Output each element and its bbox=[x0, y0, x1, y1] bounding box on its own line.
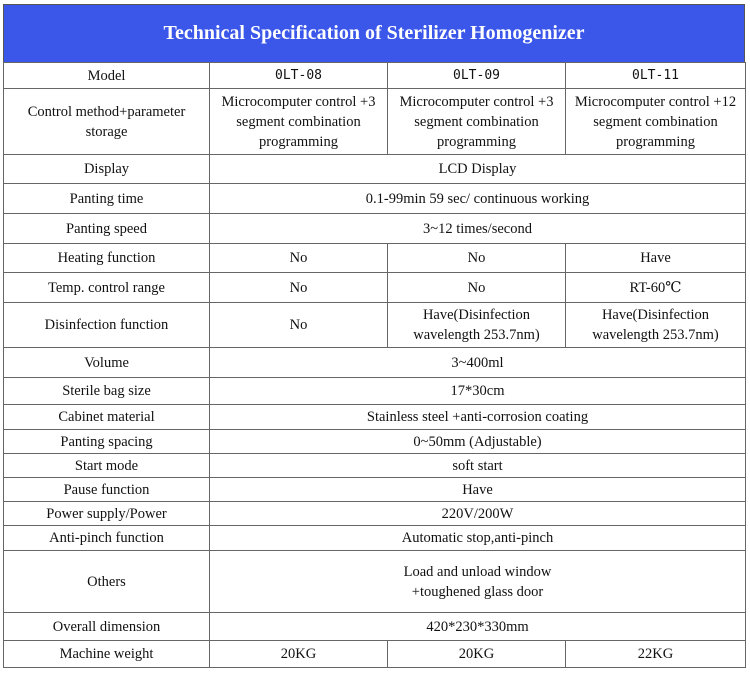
table-row bbox=[4, 155, 746, 184]
cell-value: Microcomputer control +3 segment combination programming bbox=[388, 89, 566, 155]
cell-value: soft start bbox=[210, 454, 746, 478]
cell-value: 17*30cm bbox=[210, 378, 746, 405]
table-row bbox=[4, 378, 746, 405]
param-label: Panting spacing bbox=[4, 430, 210, 454]
table-row bbox=[4, 89, 746, 155]
cell-value: No bbox=[210, 273, 388, 303]
param-label: Model bbox=[4, 63, 210, 89]
table-row bbox=[4, 214, 746, 244]
cell-value: No bbox=[388, 273, 566, 303]
param-label: Cabinet material bbox=[4, 405, 210, 430]
table-row bbox=[4, 526, 746, 551]
param-label: Start mode bbox=[4, 454, 210, 478]
cell-value: 0.1-99min 59 sec/ continuous working bbox=[210, 184, 746, 214]
param-label: Overall dimension bbox=[4, 613, 210, 641]
cell-value: Have bbox=[566, 244, 746, 273]
spec-sheet bbox=[3, 4, 745, 668]
param-label: Machine weight bbox=[4, 641, 210, 668]
param-label: Pause function bbox=[4, 478, 210, 502]
table-row bbox=[4, 613, 746, 641]
param-label: Panting time bbox=[4, 184, 210, 214]
cell-value: Automatic stop,anti-pinch bbox=[210, 526, 746, 551]
table-row bbox=[4, 641, 746, 668]
param-label: Temp. control range bbox=[4, 273, 210, 303]
table-row bbox=[4, 273, 746, 303]
table-row bbox=[4, 454, 746, 478]
table-row bbox=[4, 502, 746, 526]
cell-value: 220V/200W bbox=[210, 502, 746, 526]
cell-value: 20KG bbox=[388, 641, 566, 668]
table-row bbox=[4, 348, 746, 378]
cell-value: Have bbox=[210, 478, 746, 502]
model-header: 0LT-08 bbox=[210, 63, 388, 89]
table-row bbox=[4, 478, 746, 502]
cell-value: Have(Disinfection wavelength 253.7nm) bbox=[388, 303, 566, 348]
table-row bbox=[4, 430, 746, 454]
param-label: Disinfection function bbox=[4, 303, 210, 348]
table-row bbox=[4, 244, 746, 273]
cell-value: 420*230*330mm bbox=[210, 613, 746, 641]
page-title: Technical Specification of Sterilizer Homogenizer bbox=[3, 4, 745, 62]
table-row bbox=[4, 405, 746, 430]
cell-value: Stainless steel +anti-corrosion coating bbox=[210, 405, 746, 430]
param-label: Power supply/Power bbox=[4, 502, 210, 526]
cell-value: 3~12 times/second bbox=[210, 214, 746, 244]
cell-line: +toughened glass door bbox=[411, 583, 544, 600]
cell-value: No bbox=[210, 244, 388, 273]
cell-value: Microcomputer control +3 segment combination programming bbox=[210, 89, 388, 155]
cell-value: RT-60℃ bbox=[566, 273, 746, 303]
param-label: Control method+parameter storage bbox=[4, 89, 210, 155]
param-label: Heating function bbox=[4, 244, 210, 273]
table-row bbox=[4, 63, 746, 89]
cell-value: 3~400ml bbox=[210, 348, 746, 378]
model-header: 0LT-09 bbox=[388, 63, 566, 89]
param-label: Panting speed bbox=[4, 214, 210, 244]
param-label: Others bbox=[4, 551, 210, 613]
table-row bbox=[4, 184, 746, 214]
param-label: Volume bbox=[4, 348, 210, 378]
cell-value: No bbox=[388, 244, 566, 273]
table-row bbox=[4, 303, 746, 348]
param-label: Anti-pinch function bbox=[4, 526, 210, 551]
table-row bbox=[4, 551, 746, 613]
model-header: 0LT-11 bbox=[566, 63, 746, 89]
cell-value: No bbox=[210, 303, 388, 348]
spec-table bbox=[3, 62, 746, 668]
cell-value: 0~50mm (Adjustable) bbox=[210, 430, 746, 454]
param-label: Display bbox=[4, 155, 210, 184]
cell-value: LCD Display bbox=[210, 155, 746, 184]
cell-value bbox=[210, 551, 746, 613]
param-label: Sterile bag size bbox=[4, 378, 210, 405]
cell-value: Have(Disinfection wavelength 253.7nm) bbox=[566, 303, 746, 348]
cell-value: Microcomputer control +12 segment combination programming bbox=[566, 89, 746, 155]
cell-value: 20KG bbox=[210, 641, 388, 668]
cell-line: Load and unload window bbox=[403, 563, 552, 580]
cell-value: 22KG bbox=[566, 641, 746, 668]
